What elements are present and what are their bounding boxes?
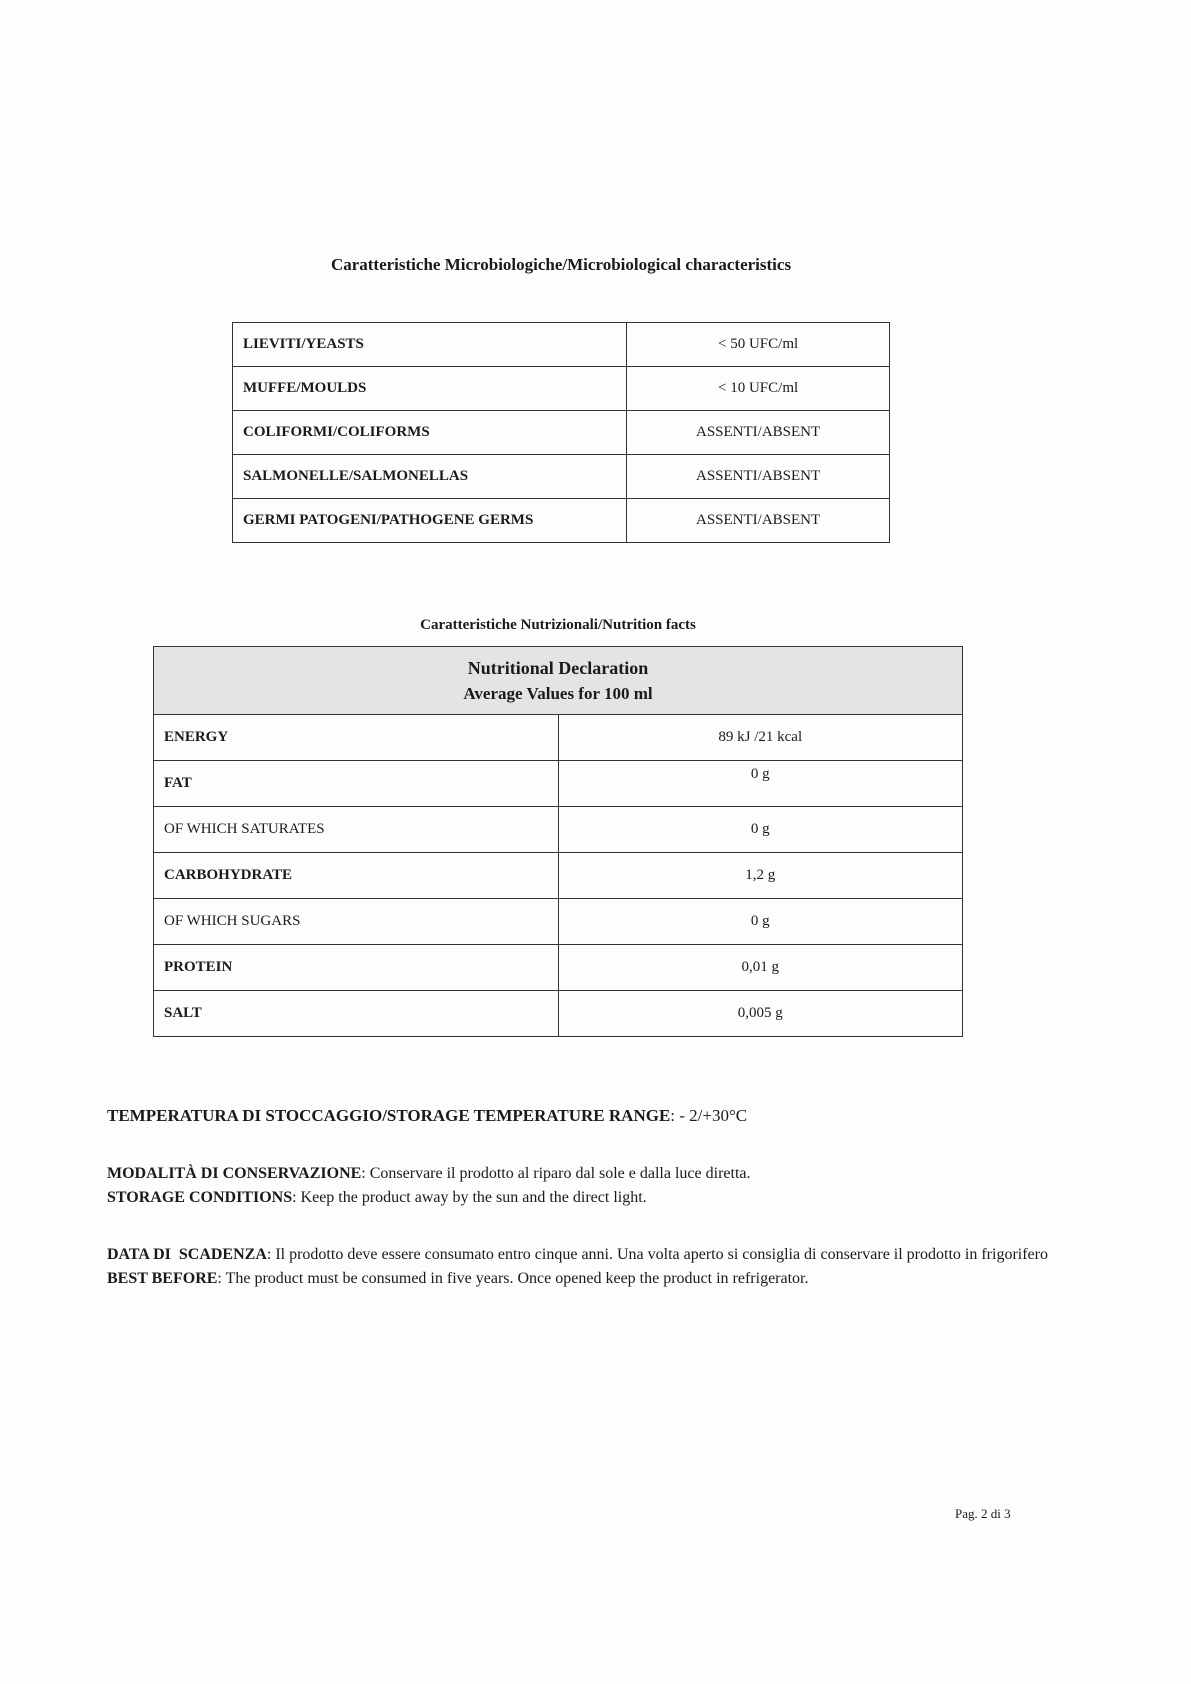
nutrition-section-title: Caratteristiche Nutrizionali/Nutrition facts xyxy=(420,617,696,633)
micro-row-label: MUFFE/MOULDS xyxy=(233,367,627,411)
nutrition-table-header xyxy=(154,647,963,715)
nutrition-row-value: 0,005 g xyxy=(558,991,963,1037)
micro-row-label: GERMI PATOGENI/PATHOGENE GERMS xyxy=(233,499,627,543)
table-row xyxy=(233,499,890,543)
page-number: Pag. 2 di 3 xyxy=(955,1506,1011,1521)
nutrition-row-value: 0 g xyxy=(558,899,963,945)
nutrition-row-value: 89 kJ /21 kcal xyxy=(558,715,963,761)
nutrition-row-label: ENERGY xyxy=(154,715,559,761)
table-row xyxy=(233,367,890,411)
nutrition-row-value: 1,2 g xyxy=(558,853,963,899)
microbiological-table xyxy=(232,322,890,543)
micro-row-label: SALMONELLE/SALMONELLAS xyxy=(233,455,627,499)
expiry-label-it: DATA DI SCADENZA xyxy=(107,1246,267,1263)
table-row xyxy=(154,715,963,761)
table-row xyxy=(154,899,963,945)
micro-row-value: < 10 UFC/ml xyxy=(627,367,890,411)
conservation-text-it: : Conservare il prodotto al riparo dal sole e dalla luce diretta. xyxy=(361,1165,751,1182)
conservation-line-it xyxy=(107,1162,1097,1186)
storage-temperature-value: : - 2/+30°C xyxy=(670,1106,748,1125)
nutrition-row-value: 0 g xyxy=(558,807,963,853)
table-row xyxy=(233,455,890,499)
storage-temperature-line xyxy=(107,1104,1097,1128)
expiry-label-en: BEST BEFORE xyxy=(107,1270,218,1287)
nutrition-row-value: 0,01 g xyxy=(558,945,963,991)
nutrition-row-label: CARBOHYDRATE xyxy=(154,853,559,899)
expiry-text-en: : The product must be consumed in five years. Once opened keep the product in refrigerator. xyxy=(217,1270,809,1287)
expiry-line-en xyxy=(107,1267,1097,1291)
expiry-text-it: : Il prodotto deve essere consumato entro cinque anni. Una volta aperto si consiglia di conservare il prodotto in frigorifero xyxy=(266,1246,1048,1263)
expiry-block xyxy=(107,1243,1097,1291)
micro-row-value: ASSENTI/ABSENT xyxy=(627,455,890,499)
nutrition-row-value: 0 g xyxy=(558,761,963,807)
table-row xyxy=(154,991,963,1037)
micro-row-label: COLIFORMI/COLIFORMS xyxy=(233,411,627,455)
micro-row-value: ASSENTI/ABSENT xyxy=(627,499,890,543)
nutrition-header-line2: Average Values for 100 ml xyxy=(463,683,653,703)
nutrition-header-line1: Nutritional Declaration xyxy=(467,657,649,678)
micro-row-value: ASSENTI/ABSENT xyxy=(627,411,890,455)
conservation-label-en: STORAGE CONDITIONS xyxy=(107,1189,293,1206)
nutrition-row-label: OF WHICH SUGARS xyxy=(154,899,559,945)
conservation-line-en xyxy=(107,1186,1097,1210)
conservation-label-it: MODALITÀ DI CONSERVAZIONE xyxy=(107,1165,362,1182)
nutrition-row-label: PROTEIN xyxy=(154,945,559,991)
table-row xyxy=(233,323,890,367)
micro-section-title: Caratteristiche Microbiologiche/Microbiological characteristics xyxy=(330,255,792,274)
nutrition-row-label: OF WHICH SATURATES xyxy=(154,807,559,853)
table-row xyxy=(154,807,963,853)
micro-row-value: < 50 UFC/ml xyxy=(627,323,890,367)
conservation-block xyxy=(107,1162,1097,1210)
conservation-text-en: : Keep the product away by the sun and the direct light. xyxy=(292,1189,647,1206)
table-row xyxy=(154,853,963,899)
expiry-line-it xyxy=(107,1243,1097,1267)
nutrition-row-label: FAT xyxy=(154,761,559,807)
nutrition-row-label: SALT xyxy=(154,991,559,1037)
table-row xyxy=(154,945,963,991)
table-row xyxy=(233,411,890,455)
table-row xyxy=(154,761,963,807)
nutrition-table xyxy=(153,646,963,1037)
nutrition-header-cell xyxy=(154,647,963,715)
micro-row-label: LIEVITI/YEASTS xyxy=(233,323,627,367)
storage-temperature-label: TEMPERATURA DI STOCCAGGIO/STORAGE TEMPERATURE RANGE xyxy=(107,1106,671,1125)
